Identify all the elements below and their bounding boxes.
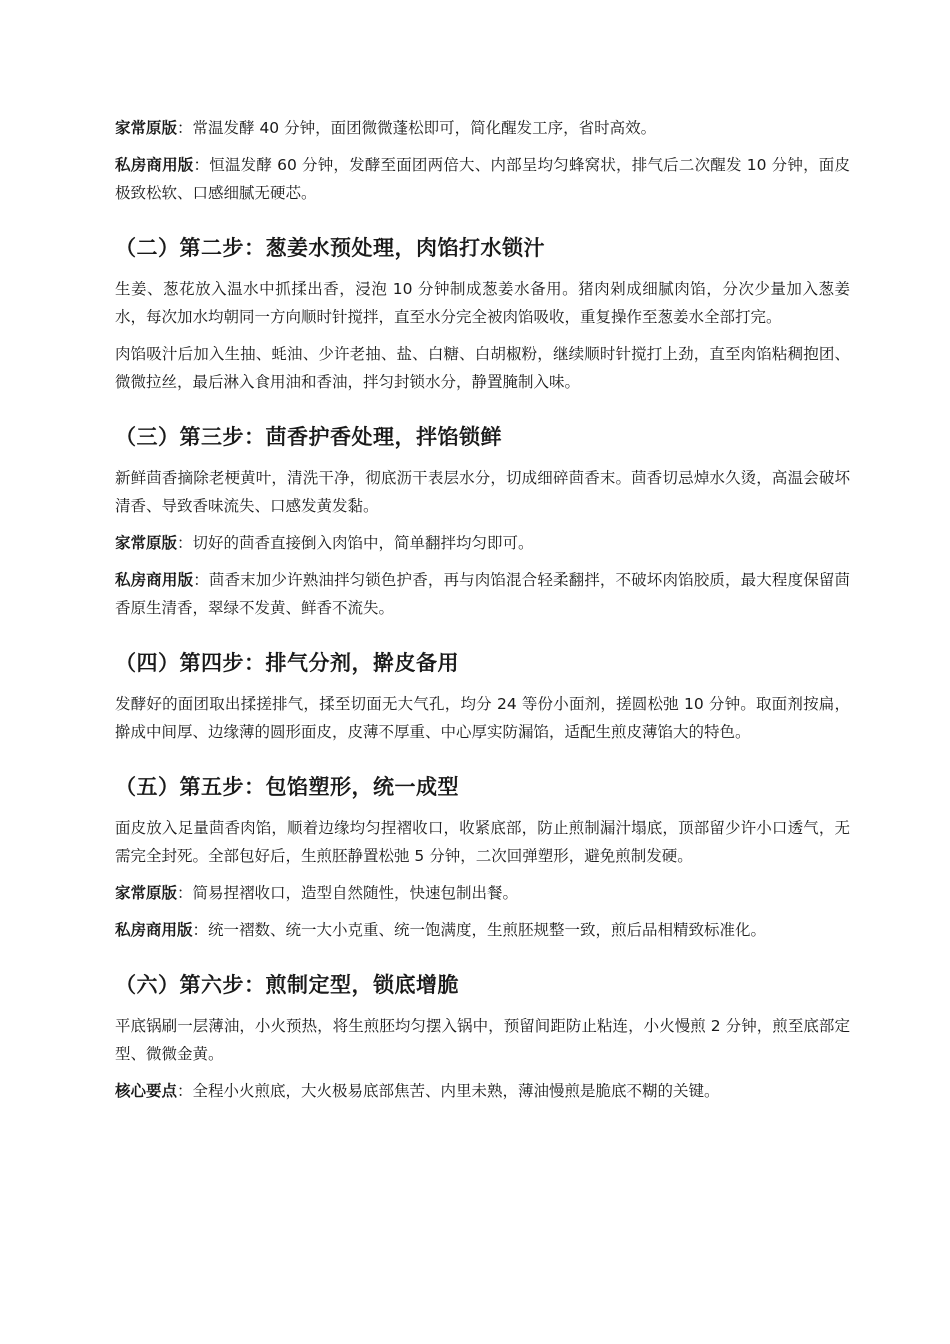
label-key-point: 核心要点 <box>115 1082 178 1100</box>
paragraph-home-version-fermentation <box>115 114 850 142</box>
paragraph-text: 生姜、葱花放入温水中抓揉出香，浸泡 10 分钟制成葱姜水备用。猪肉剁成细腻肉馅，分次少量加入葱姜水，每次加水均朝同一方向顺时针搅拌，直至水分完全被肉馅吸收，重复操作至葱姜水全部打完。 <box>115 280 850 326</box>
paragraph-text: ：统一褶数、统一大小克重、统一饱满度，生煎胚规整一致，煎后品相精致标准化。 <box>192 921 767 939</box>
label-commercial-version: 私房商用版 <box>115 156 194 174</box>
paragraph-text: ：常温发酵 40 分钟，面团微微蓬松即可，简化醒发工序，省时高效。 <box>177 119 657 137</box>
paragraph-step-6 <box>115 1012 850 1068</box>
paragraph-step-3-home-version <box>115 529 850 557</box>
paragraph-text: 面皮放入足量茴香肉馅，顺着边缘均匀捏褶收口，收紧底部，防止煎制漏汁塌底，顶部留少许小口透气，无需完全封死。全部包好后，生煎胚静置松弛 5 分钟，二次回弹塑形，避免煎制发硬。 <box>115 819 850 865</box>
paragraph-text: ：全程小火煎底，大火极易底部焦苦、内里未熟，薄油慢煎是脆底不糊的关键。 <box>177 1082 720 1100</box>
paragraph-text: ：切好的茴香直接倒入肉馅中，简单翻拌均匀即可。 <box>177 534 534 552</box>
label-home-version: 家常原版 <box>115 534 178 552</box>
paragraph-text: 平底锅刷一层薄油，小火预热，将生煎胚均匀摆入锅中，预留间距防止粘连，小火慢煎 2 分钟，煎至底部定型、微微金黄。 <box>115 1017 850 1063</box>
paragraph-commercial-version-fermentation <box>115 151 850 207</box>
paragraph-text: 发酵好的面团取出揉搓排气，揉至切面无大气孔，均分 24 等份小面剂，搓圆松弛 10 分钟。取面剂按扁，擀成中间厚、边缘薄的圆形面皮，皮薄不厚重、中心厚实防漏馅，适配生煎皮薄馅大的特色。 <box>115 695 850 741</box>
paragraph-step-5-home-version <box>115 879 850 907</box>
paragraph-step-2-a <box>115 275 850 331</box>
paragraph-step-3-a <box>115 464 850 520</box>
paragraph-text: ：茴香末加少许熟油拌匀锁色护香，再与肉馅混合轻柔翻拌，不破坏肉馅胶质，最大程度保留茴香原生清香，翠绿不发黄、鲜香不流失。 <box>115 571 850 617</box>
section-heading-step-6: （六）第六步：煎制定型，锁底增脆 <box>115 973 459 997</box>
section-heading-step-3: （三）第三步：茴香护香处理，拌馅锁鲜 <box>115 425 502 449</box>
label-commercial-version: 私房商用版 <box>115 921 193 939</box>
paragraph-text: 新鲜茴香摘除老梗黄叶，清洗干净，彻底沥干表层水分，切成细碎茴香末。茴香切忌焯水久烫，高温会破坏清香、导致香味流失、口感发黄发黏。 <box>115 469 850 515</box>
label-home-version: 家常原版 <box>115 884 178 902</box>
document-page <box>115 114 850 1114</box>
section-heading-step-2: （二）第二步：葱姜水预处理，肉馅打水锁汁 <box>115 236 545 260</box>
section-heading-step-5: （五）第五步：包馅塑形，统一成型 <box>115 775 459 799</box>
paragraph-step-5-a <box>115 814 850 870</box>
section-heading-step-4: （四）第四步：排气分剂，擀皮备用 <box>115 651 459 675</box>
paragraph-text: ：简易捏褶收口，造型自然随性，快速包制出餐。 <box>177 884 519 902</box>
paragraph-step-4 <box>115 690 850 746</box>
paragraph-text: ：恒温发酵 60 分钟，发酵至面团两倍大、内部呈均匀蜂窝状，排气后二次醒发 10 分钟，面皮极致松软、口感细腻无硬芯。 <box>115 156 850 202</box>
paragraph-step-6-key-point <box>115 1077 850 1105</box>
paragraph-text: 肉馅吸汁后加入生抽、蚝油、少许老抽、盐、白糖、白胡椒粉，继续顺时针搅打上劲，直至肉馅粘稠抱团、微微拉丝，最后淋入食用油和香油，拌匀封锁水分，静置腌制入味。 <box>115 345 850 391</box>
paragraph-step-2-b <box>115 340 850 396</box>
label-home-version: 家常原版 <box>115 119 178 137</box>
paragraph-step-3-commercial-version <box>115 566 850 622</box>
label-commercial-version: 私房商用版 <box>115 571 194 589</box>
paragraph-step-5-commercial-version <box>115 916 850 944</box>
